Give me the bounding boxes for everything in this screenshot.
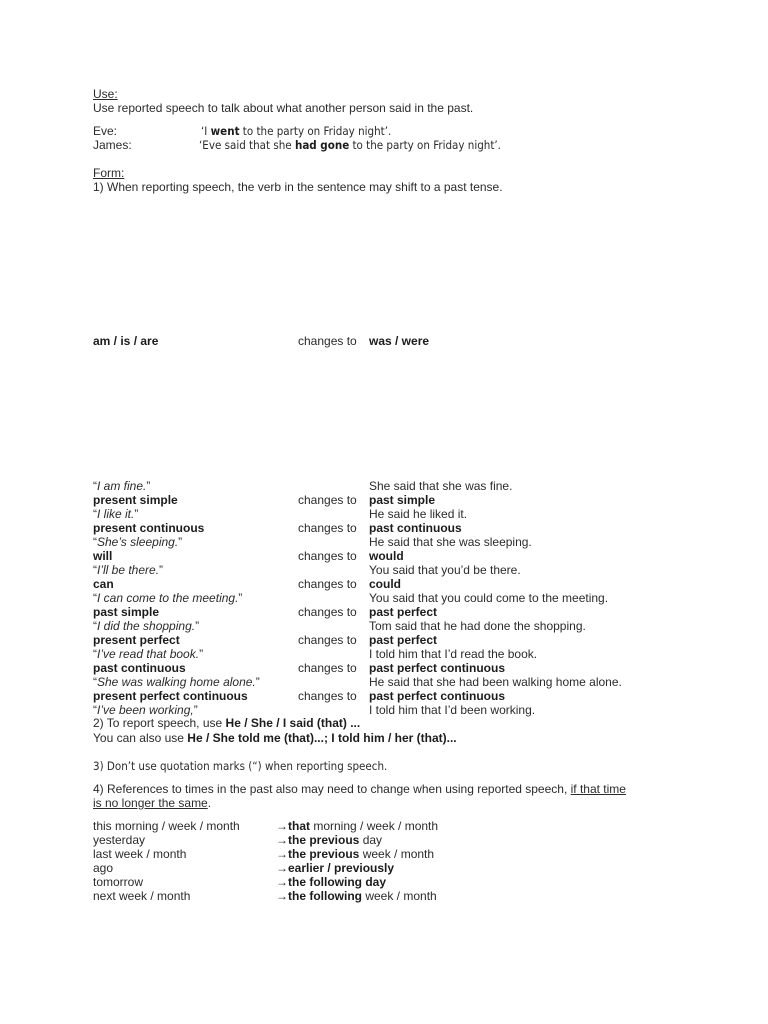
am-is-are: am / is / are [93, 334, 159, 348]
form-point-2b: You can also use He / She told me (that)...; I told him / her (that)... [93, 731, 457, 745]
time-from: tomorrow [93, 875, 144, 889]
tense-from: will [93, 549, 113, 563]
changes-to-label: changes to [298, 689, 357, 703]
example-reported: She said that she was fine. [369, 479, 513, 493]
tense-to: past perfect [369, 605, 438, 619]
time-to: →earlier / previously [276, 861, 395, 875]
form-point-4: 4) References to times in the past also may need to change when using reported speech, if that time [93, 782, 626, 796]
changes-to-label: changes to [298, 605, 357, 619]
time-from: last week / month [93, 847, 187, 861]
time-from: this morning / week / month [93, 819, 240, 833]
changes-to-label: changes to [298, 633, 357, 647]
example-quote: “She’s sleeping.” [93, 535, 183, 549]
james-quote: ‘Eve said that she had gone to the party on Friday night’. [199, 138, 501, 152]
example-reported: He said he liked it. [369, 507, 468, 521]
example-quote: “I like it.” [93, 507, 139, 521]
example-reported: You said that you could come to the meeting. [369, 591, 609, 605]
changes-to-label: changes to [298, 521, 357, 535]
time-to: →the previous day [276, 833, 383, 847]
example-quote: “I’ve been working,” [93, 703, 198, 717]
was-were: was / were [369, 334, 430, 348]
form-point-4b: is no longer the same. [93, 796, 212, 810]
time-to: →the previous week / month [276, 847, 435, 861]
changes-to-label: changes to [298, 493, 357, 507]
tense-from: past simple [93, 605, 160, 619]
tense-from: can [93, 577, 114, 591]
example-reported: He said that she was sleeping. [369, 535, 532, 549]
tense-from: present simple [93, 493, 178, 507]
tense-from: present continuous [93, 521, 205, 535]
tense-from: past continuous [93, 661, 186, 675]
tense-to: would [369, 549, 404, 563]
example-quote: “I’ll be there.” [93, 563, 164, 577]
changes-to-label: changes to [298, 549, 357, 563]
changes-to-label: changes to [298, 661, 357, 675]
form-heading: Form: [93, 166, 125, 180]
example-reported: I told him that I’d been working. [369, 703, 536, 717]
time-from: next week / month [93, 889, 191, 903]
tense-from: present perfect [93, 633, 180, 647]
form-point-1: 1) When reporting speech, the verb in the sentence may shift to a past tense. [93, 180, 503, 194]
tense-to: past perfect continuous [369, 689, 506, 703]
eve-label: Eve: [93, 124, 118, 138]
tense-to: past continuous [369, 521, 462, 535]
tense-to: past simple [369, 493, 436, 507]
time-to: →the following week / month [276, 889, 437, 903]
example-reported: He said that she had been walking home alone. [369, 675, 622, 689]
use-heading: Use: [93, 87, 118, 101]
time-to: →that morning / week / month [276, 819, 439, 833]
example-quote: “I can come to the meeting.” [93, 591, 243, 605]
changes-to-label: changes to [298, 577, 357, 591]
eve-quote: ‘I went to the party on Friday night’. [201, 124, 392, 138]
example-quote: “I’ve read that book.” [93, 647, 204, 661]
use-description: Use reported speech to talk about what another person said in the past. [93, 101, 474, 115]
tense-from: present perfect continuous [93, 689, 248, 703]
tense-to: past perfect [369, 633, 438, 647]
example-reported: Tom said that he had done the shopping. [369, 619, 586, 633]
example-quote: “I did the shopping.” [93, 619, 200, 633]
form-point-2: 2) To report speech, use He / She / I said (that) ... [93, 716, 361, 730]
example-quote: “I am fine.” [93, 479, 151, 493]
tense-to: could [369, 577, 401, 591]
time-to: →the following day [276, 875, 386, 889]
time-from: ago [93, 861, 114, 875]
form-point-3: 3) Don’t use quotation marks (“) when reporting speech. [93, 759, 388, 773]
example-quote: “She was walking home alone.” [93, 675, 260, 689]
james-label: James: [93, 138, 132, 152]
tense-to: past perfect continuous [369, 661, 506, 675]
changes-to-label: changes to [298, 334, 357, 348]
example-reported: I told him that I’d read the book. [369, 647, 538, 661]
example-reported: You said that you’d be there. [369, 563, 521, 577]
time-from: yesterday [93, 833, 146, 847]
